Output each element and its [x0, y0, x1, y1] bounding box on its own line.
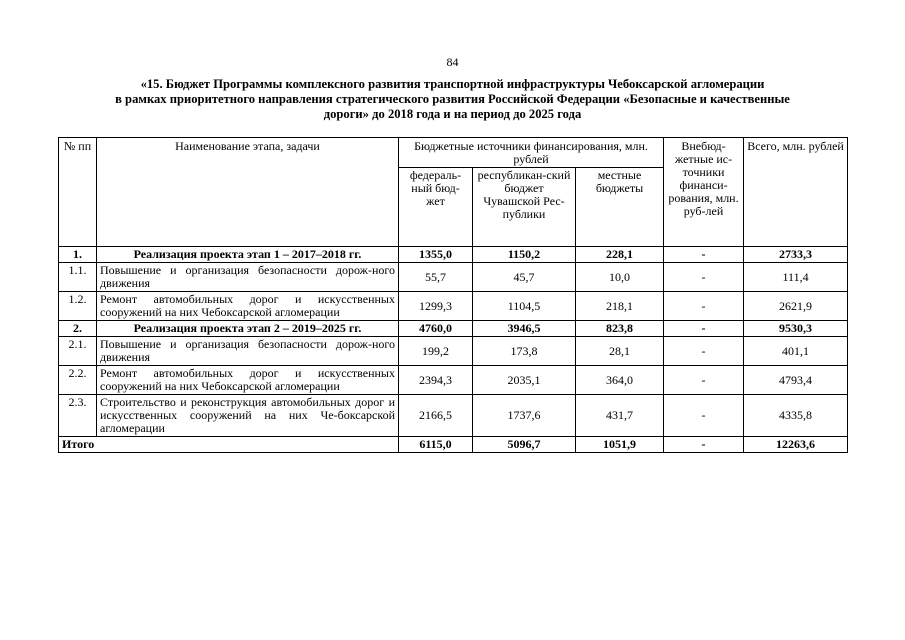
- table-row: [59, 321, 848, 337]
- col-header-extra: Внебюд-жетные ис-точники финанси-рования, млн. руб-лей: [664, 138, 744, 247]
- cell-republic: 173,8: [473, 337, 576, 366]
- row-name: Ремонт автомобильных дорог и искусственных сооружений на них Чебоксарской агломерации: [97, 292, 399, 321]
- total-local: 1051,9: [576, 437, 664, 453]
- title-line: дороги» до 2018 года и на период до 2025 года: [323, 107, 582, 121]
- cell-republic: 1150,2: [473, 247, 576, 263]
- total-republic: 5096,7: [473, 437, 576, 453]
- cell-local: 10,0: [576, 263, 664, 292]
- table-body: [59, 247, 848, 453]
- cell-extra: -: [664, 337, 744, 366]
- cell-federal: 1299,3: [399, 292, 473, 321]
- cell-local: 218,1: [576, 292, 664, 321]
- table-row: [59, 247, 848, 263]
- row-name: Повышение и организация безопасности дорож-ного движения: [97, 337, 399, 366]
- title-line: «15. Бюджет Программы комплексного развития транспортной инфраструктуры Чебоксарской агломерации: [140, 77, 765, 91]
- cell-federal: 2394,3: [399, 366, 473, 395]
- row-num: 1.1.: [59, 263, 97, 292]
- page-number: 84: [446, 55, 459, 69]
- table-row: [59, 292, 848, 321]
- budget-table: [58, 137, 848, 453]
- title-line: в рамках приоритетного направления стратегического развития Российской Федерации «Безопасные и качественные: [115, 92, 790, 106]
- total-row: [59, 437, 848, 453]
- cell-republic: 1104,5: [473, 292, 576, 321]
- col-header-federal: федераль-ный бюд-жет: [399, 168, 473, 247]
- col-header-total: Всего, млн. рублей: [744, 138, 848, 247]
- cell-total: 4793,4: [744, 366, 848, 395]
- cell-federal: 199,2: [399, 337, 473, 366]
- row-num: 2.2.: [59, 366, 97, 395]
- cell-local: 364,0: [576, 366, 664, 395]
- total-total: 12263,6: [744, 437, 848, 453]
- cell-federal: 55,7: [399, 263, 473, 292]
- cell-extra: -: [664, 366, 744, 395]
- cell-total: 2621,9: [744, 292, 848, 321]
- cell-total: 9530,3: [744, 321, 848, 337]
- row-num: 2.3.: [59, 395, 97, 437]
- cell-local: 823,8: [576, 321, 664, 337]
- cell-extra: -: [664, 321, 744, 337]
- cell-total: 401,1: [744, 337, 848, 366]
- cell-extra: -: [664, 292, 744, 321]
- cell-local: 431,7: [576, 395, 664, 437]
- cell-republic: 3946,5: [473, 321, 576, 337]
- cell-total: 2733,3: [744, 247, 848, 263]
- cell-total: 4335,8: [744, 395, 848, 437]
- table-row: [59, 395, 848, 437]
- cell-extra: -: [664, 247, 744, 263]
- col-header-republic: республикан-ский бюджет Чувашской Рес-публики: [473, 168, 576, 247]
- row-name: Реализация проекта этап 2 – 2019–2025 гг.: [97, 321, 399, 337]
- row-name: Реализация проекта этап 1 – 2017–2018 гг.: [97, 247, 399, 263]
- col-header-num: № пп: [59, 138, 97, 247]
- row-num: 2.1.: [59, 337, 97, 366]
- col-header-name: Наименование этапа, задачи: [97, 138, 399, 247]
- row-num: 1.2.: [59, 292, 97, 321]
- cell-extra: -: [664, 395, 744, 437]
- col-header-budget-group: Бюджетные источники финансирования, млн. рублей: [399, 138, 664, 168]
- cell-republic: 45,7: [473, 263, 576, 292]
- table-row: [59, 337, 848, 366]
- cell-federal: 1355,0: [399, 247, 473, 263]
- row-name: Повышение и организация безопасности дорож-ного движения: [97, 263, 399, 292]
- cell-republic: 1737,6: [473, 395, 576, 437]
- cell-extra: -: [664, 263, 744, 292]
- cell-federal: 2166,5: [399, 395, 473, 437]
- header-row: [59, 138, 848, 168]
- document-title: [40, 77, 865, 122]
- table-row: [59, 366, 848, 395]
- row-num: 1.: [59, 247, 97, 263]
- row-num: 2.: [59, 321, 97, 337]
- cell-total: 111,4: [744, 263, 848, 292]
- cell-local: 228,1: [576, 247, 664, 263]
- row-name: Строительство и реконструкция автомобильных дорог и искусственных сооружений на них Че-боксарской агломерации: [97, 395, 399, 437]
- total-label: Итого: [59, 437, 399, 453]
- row-name: Ремонт автомобильных дорог и искусственных сооружений на них Чебоксарской агломерации: [97, 366, 399, 395]
- cell-republic: 2035,1: [473, 366, 576, 395]
- table-row: [59, 263, 848, 292]
- total-federal: 6115,0: [399, 437, 473, 453]
- total-extra: -: [664, 437, 744, 453]
- cell-local: 28,1: [576, 337, 664, 366]
- col-header-local: местные бюджеты: [576, 168, 664, 247]
- cell-federal: 4760,0: [399, 321, 473, 337]
